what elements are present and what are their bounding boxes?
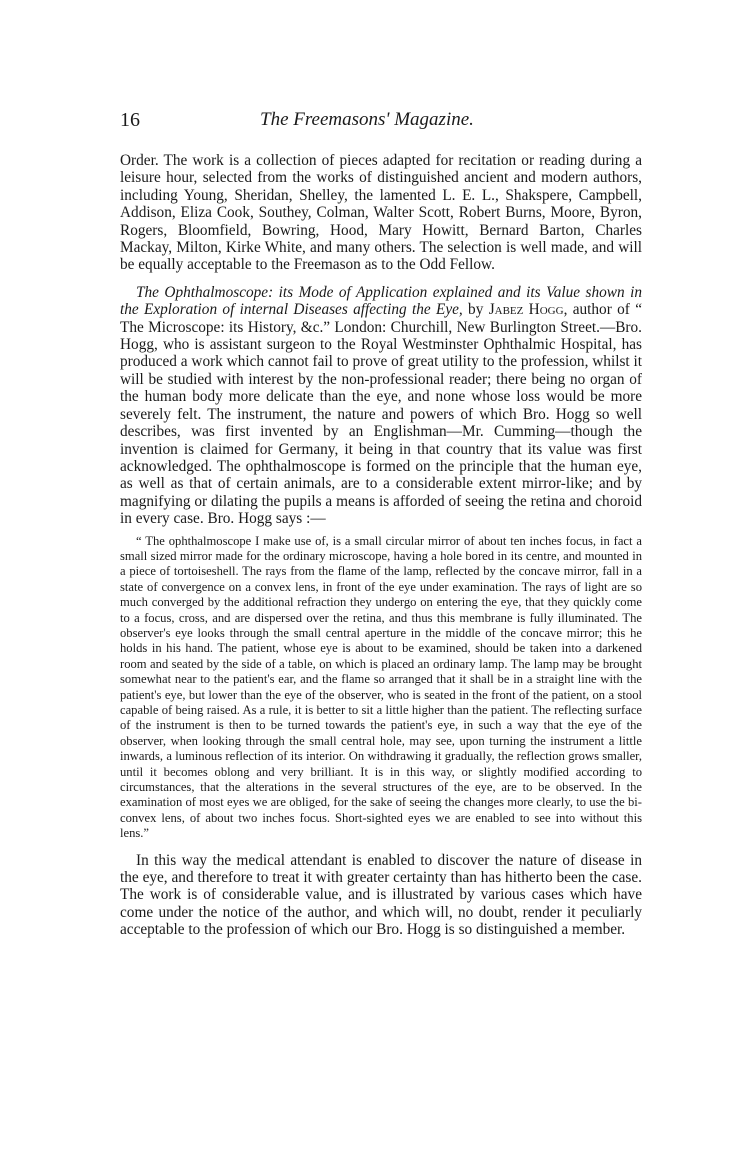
paragraph-recitations: Order. The work is a collection of pieces adapted for recitation or reading during a leisure hour, selected from the works of distinguished ancient and modern authors, including Young, Sheridan, Shelley, the lamented L. E. L., Shakspere, Campbell, Addison, Eliza Cook, Southey, Colman, Walter Scott, Robert Burns, Moore, Byron, Rogers, Bloomfield, Bowring, Hood, Mary Howitt, Bernard Barton, Charles Mackay, Milton, Kirke White, and many others. The selection is well made, and will be equally acceptable to the Freemason as to the Odd Fellow. [120, 152, 642, 274]
page-number: 16 [120, 109, 140, 131]
magazine-page [120, 108, 642, 939]
hogg-quotation: “ The ophthalmoscope I make use of, is a small circular mirror of about ten inches focus, in fact a small sized mirror made for the ordinary microscope, having a hole bored in its centre, and mounted in a piece of tortoiseshell. The rays from the flame of the lamp, reflected by the concave mirror, fall in a state of convergence on a convex lens, in front of the eye under examination. The rays of light are so much converged by the additional refraction they undergo on entering the eye, that they quickly come to a focus, cross, and are dispersed over the retina, and thus this membrane is fully illuminated. The observer's eye looks through the small central aperture in the middle of the concave mirror; this he holds in his hand. The patient, whose eye is about to be examined, should be taken into a darkened room and seated by the side of a table, on which is placed an ordinary lamp. The lamp may be brought somewhat near to the patient's ear, and the flame so arranged that it shall be in a straight line with the patient's eye, but lower than the eye of the observer, who is seated in the front of the patient, on a stool capable of being raised. As a rule, it is better to sit a little higher than the patient. The reflecting surface of the instrument is then to be turned towards the patient's eye, in such a way that the eye of the observer, when looking through the small central hole, may see, upon turning the instrument a little inwards, a luminous reflection of its interior. On withdrawing it gradually, the reflection grows smaller, until it becomes oblong and very brilliant. It is in this way, or slightly modified according to circumstances, that the alterations in the several structures of the eye, are to be observed. In the examination of most eyes we are obliged, for the sake of seeing the changes more clearly, to use the bi-convex lens, of about two inches focus. Short-sighted eyes we are enabled to see into without this lens.” [120, 533, 642, 841]
magazine-title: The Freemasons' Magazine. [260, 109, 474, 130]
review-book-title: The Ophthalmoscope: its Mode of Application explained and its Value shown in the Exploration of internal Diseases affecting the Eye, [120, 283, 642, 319]
paragraph-gap [120, 274, 642, 284]
review-by: by [462, 301, 489, 319]
paragraph-conclusion: In this way the medical attendant is enabled to discover the nature of disease in the eye, and therefore to treat it with greater certainty than has hitherto been the case. The work is of considerable value, and is illustrated by various cases which have come under the notice of the author, and which will, no doubt, render it peculiarly acceptable to the profession of which our Bro. Hogg is so distinguished a member. [120, 851, 642, 939]
review-body: author of “ The Microscope: its History, &c.” London: Churchill, New Burlington Street.—Bro. Hogg, who is assistant surgeon to the Royal Westminster Ophthalmic Hospital, has produced a work which cannot fail to prove of great utility to the profession, whilst it will be studied with interest by the non-professional reader; there being no organ of the human body more delicate than the eye, and none whose loss would be more severely felt. The instrument, the nature and powers of which Bro. Hogg so well describes, was first invented by an Englishman—Mr. Cumming—though the invention is claimed for Germany, it being in that country that its value was first acknowledged. The ophthalmoscope is formed on the principle that the human eye, as well as that of certain animals, are to a considerable extent mirror-like; and by magnifying or dilating the pupils a means is afforded of seeing the retina and choroid in every case. Bro. Hogg says :— [120, 301, 642, 528]
paragraph-ophthalmoscope-review [120, 284, 642, 528]
running-head [120, 108, 642, 138]
review-author: Jabez Hogg, [488, 301, 568, 319]
